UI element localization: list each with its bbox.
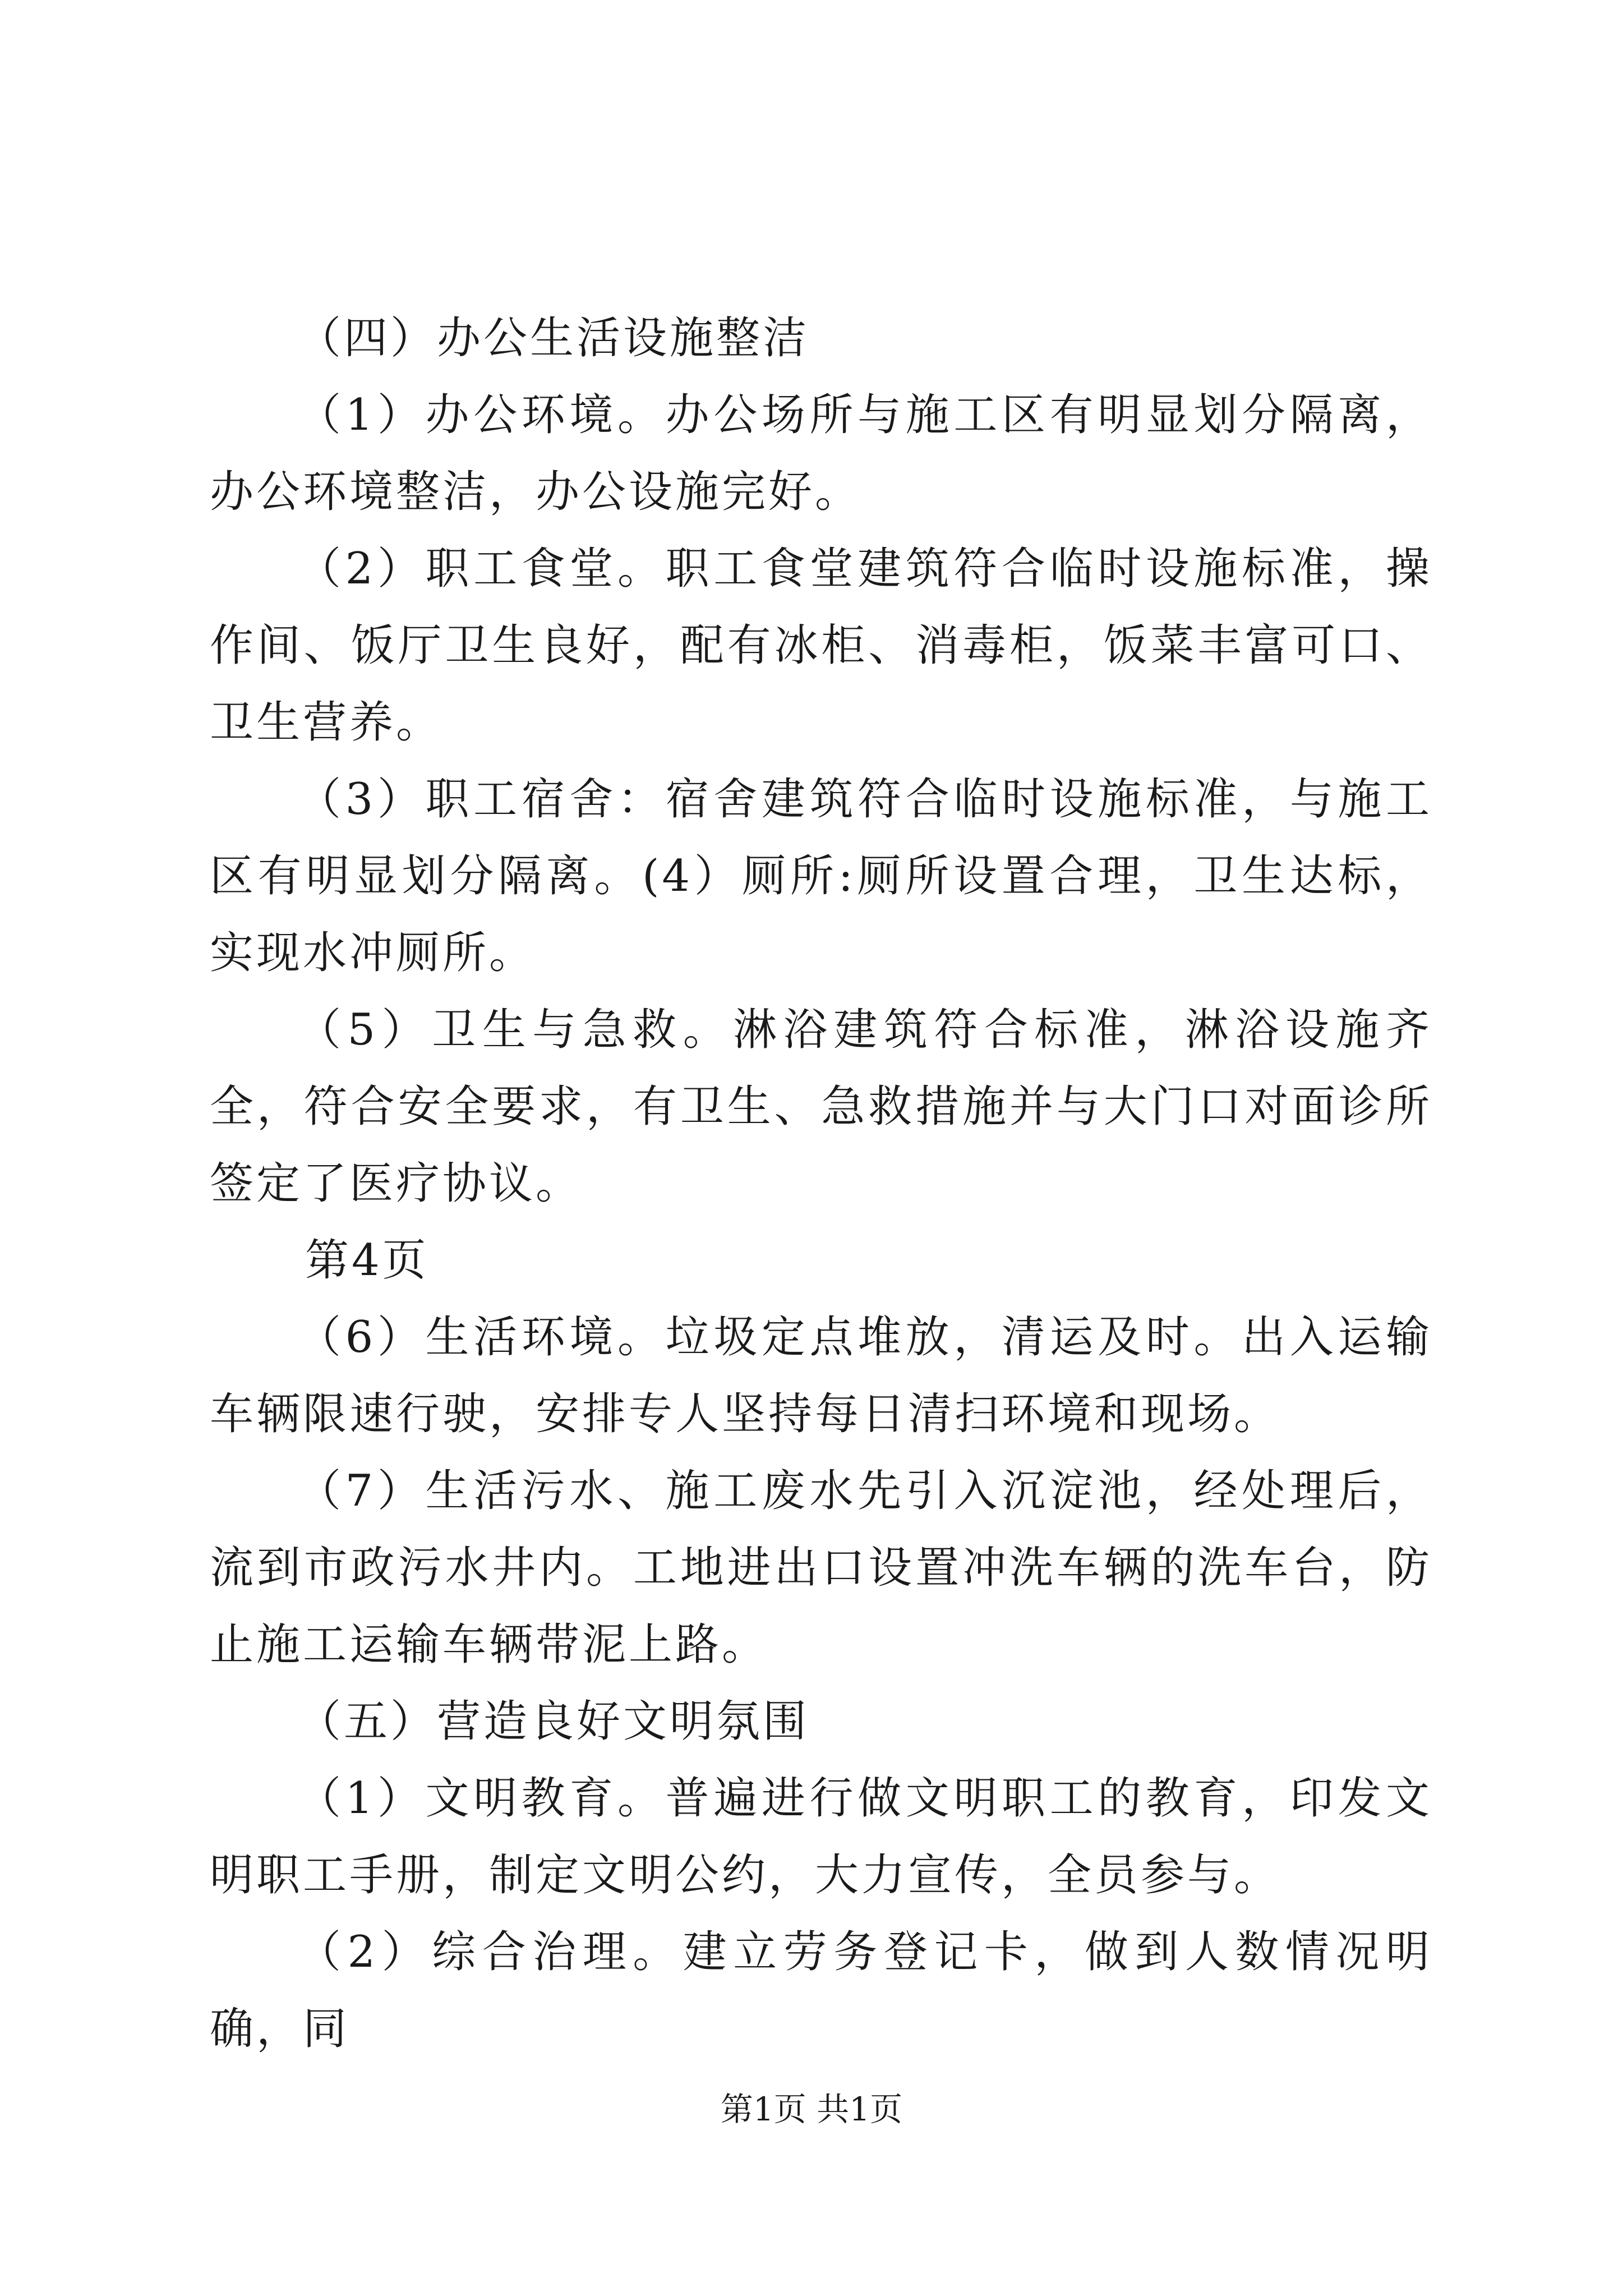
paragraph-staff-dormitory: （3）职工宿舍：宿舍建筑符合临时设施标准，与施工区有明显划分隔离。(4）厕所:厕所设置合理，卫生达标，实现水冲厕所。 bbox=[210, 774, 1432, 978]
paragraph-wastewater: （7）生活污水、施工废水先引入沉淀池，经处理后，流到市政污水井内。工地进出口设置冲洗车辆的洗车台，防止施工运输车辆带泥上路。 bbox=[210, 1466, 1432, 1670]
paragraph-staff-canteen: （2）职工食堂。职工食堂建筑符合临时设施标准，操作间、饭厅卫生良好，配有冰柜、消毒柜，饭菜丰富可口、卫生营养。 bbox=[210, 544, 1432, 748]
paragraph-comprehensive-governance: （2）综合治理。建立劳务登记卡，做到人数情况明确，同 bbox=[210, 1927, 1432, 2054]
document-body bbox=[210, 300, 1432, 2068]
section-heading-5: （五）营造良好文明氛围 bbox=[297, 1696, 810, 1747]
page-footer: 第1页 共1页 bbox=[720, 2090, 903, 2128]
inline-page-marker: 第4页 bbox=[305, 1235, 429, 1286]
paragraph-living-environment: （6）生活环境。垃圾定点堆放，清运及时。出入运输车辆限速行驶，安排专人坚持每日清扫环境和现场。 bbox=[210, 1312, 1432, 1439]
paragraph-office-environment: （1）办公环境。办公场所与施工区有明显划分隔离，办公环境整洁，办公设施完好。 bbox=[210, 390, 1432, 517]
paragraph-civilization-education: （1）文明教育。普遍进行做文明职工的教育，印发文明职工手册，制定文明公约，大力宣传，全员参与。 bbox=[210, 1773, 1432, 1901]
section-heading-4: （四）办公生活设施整洁 bbox=[297, 313, 810, 364]
paragraph-hygiene-first-aid: （5）卫生与急救。淋浴建筑符合标准，淋浴设施齐全，符合安全要求，有卫生、急救措施并与大门口对面诊所签定了医疗协议。 bbox=[210, 1005, 1432, 1209]
